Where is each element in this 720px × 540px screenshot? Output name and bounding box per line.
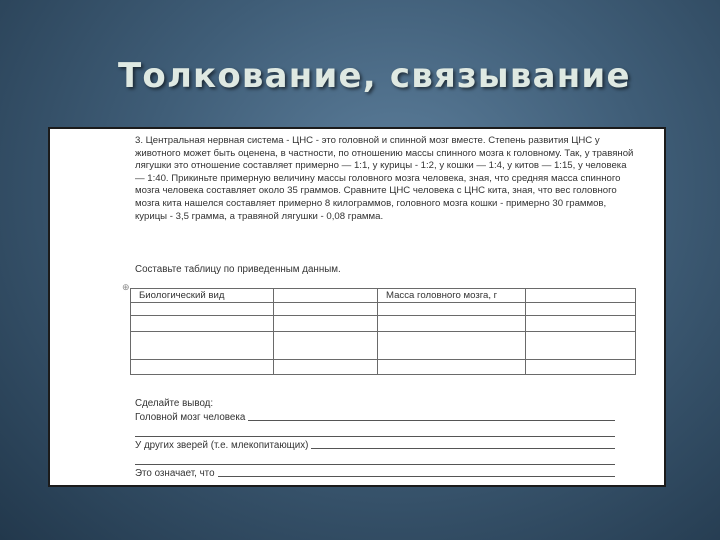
table-cell[interactable] — [526, 332, 636, 360]
table-header-cell[interactable] — [274, 289, 378, 303]
table-cell[interactable] — [131, 316, 274, 332]
conclusion-line-meaning — [135, 465, 615, 479]
table-cell[interactable] — [526, 360, 636, 375]
answer-line[interactable] — [135, 451, 615, 465]
table-header-cell[interactable] — [526, 289, 636, 303]
instruction-text: Составьте таблицу по приведенным данным. — [135, 264, 341, 275]
table-cell[interactable] — [274, 360, 378, 375]
conclusion-label-meaning: Это означает, что — [135, 468, 215, 479]
table-cell[interactable] — [378, 360, 526, 375]
species-brain-mass-table — [130, 288, 636, 375]
answer-line[interactable] — [135, 423, 615, 437]
table-cell[interactable] — [378, 332, 526, 360]
table-cell[interactable] — [274, 316, 378, 332]
table-row — [131, 303, 636, 316]
conclusion-line-mammals — [135, 437, 615, 451]
table-cell[interactable] — [274, 332, 378, 360]
table-cell[interactable] — [274, 303, 378, 316]
answer-line[interactable] — [218, 476, 615, 477]
answer-line[interactable] — [311, 448, 615, 449]
table-cell[interactable] — [378, 303, 526, 316]
table-row — [131, 316, 636, 332]
conclusion-line-human — [135, 409, 615, 423]
table-header-cell[interactable]: Масса головного мозга, г — [378, 289, 526, 303]
table-cell[interactable] — [526, 303, 636, 316]
table-cell[interactable] — [131, 360, 274, 375]
table-header-row — [131, 289, 636, 303]
table-row — [131, 332, 636, 360]
task-text: 3. Центральная нервная система - ЦНС - это головной и спинной мозг вместе. Степень развития ЦНС у животного может быть оценена, в частности, по отношению массы спинного мозга к головному. Так, у травяной лягушки это отношение составляет примерно — 1:1, у курицы - 1:2, у кошки — 1:4, у китов — 1:15, у человека — 1:40. Прикиньте примерную величину массы головного мозга человека, зная, что средняя масса спинного мозга человека составляет около 35 граммов. Сравните ЦНС человека с ЦНС кита, зная, что вес головного мозга кита нашелся составляет примерно 8 килограммов, головного мозга кошки - примерно 30 граммов, курицы - 3,5 грамма, а травяной лягушки - 0,08 грамма. — [135, 135, 634, 222]
conclusion-label-human: Головной мозг человека — [135, 412, 246, 423]
table-cell[interactable] — [526, 316, 636, 332]
conclusion-label-mammals: У других зверей (т.е. млекопитающих) — [135, 440, 309, 451]
answer-line[interactable] — [248, 420, 615, 421]
table-row — [131, 360, 636, 375]
conclusion-heading: Сделайте вывод: — [135, 398, 214, 409]
table-cell[interactable] — [131, 303, 274, 316]
conclusion-heading-row — [135, 395, 615, 409]
table-cell[interactable] — [378, 316, 526, 332]
conclusion-section — [135, 395, 615, 479]
table-header-cell[interactable]: Биологический вид — [131, 289, 274, 303]
table-cell[interactable] — [131, 332, 274, 360]
document-page — [48, 127, 666, 487]
table-move-handle-icon[interactable]: ⊕ — [122, 282, 130, 292]
slide-title: Толкование, связывание — [118, 56, 631, 96]
